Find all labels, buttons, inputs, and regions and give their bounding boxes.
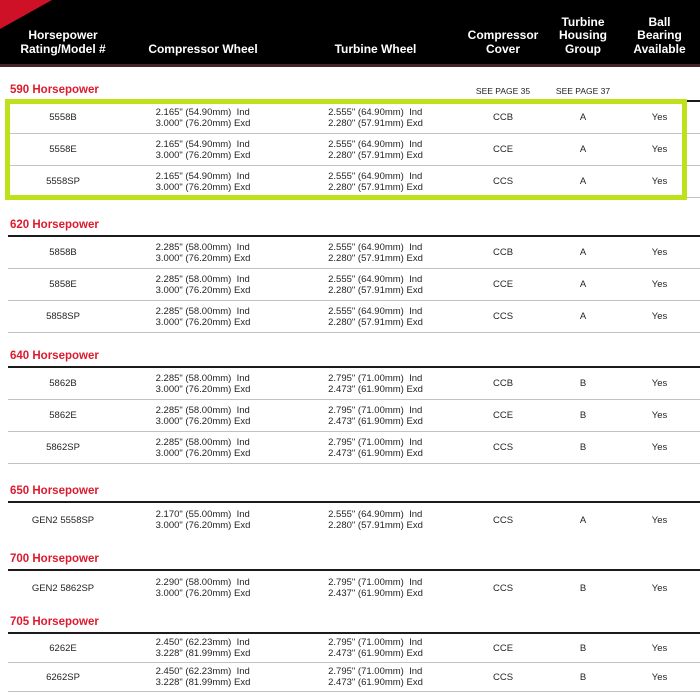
turbine-wheel-cell: 2.795" (71.00mm) Ind 2.437" (61.90mm) Exd <box>328 577 423 599</box>
turbine-wheel-cell: 2.795" (71.00mm) Ind 2.473" (61.90mm) Exd <box>328 404 423 427</box>
table-row <box>8 301 700 333</box>
table-header-bar <box>0 0 700 67</box>
column-header-model <box>8 29 118 64</box>
table-row <box>8 400 700 432</box>
compressor-wheel-cell: 2.450" (62.23mm) Ind 3.228" (81.99mm) Exd <box>155 637 251 659</box>
compressor-wheel-cell: 2.165" (54.90mm) Ind 3.000" (76.20mm) Exd <box>155 106 251 129</box>
compressor-wheel-cell: 2.290" (58.00mm) Ind 3.000" (76.20mm) Exd <box>155 577 251 599</box>
turbine-wheel-cell: 2.555" (64.90mm) Ind 2.280" (57.91mm) Exd <box>328 106 423 129</box>
model-number: 5862B <box>49 378 77 389</box>
section-title: 650 Horsepower <box>10 485 99 497</box>
turbine-wheel-cell: 2.555" (64.90mm) Ind 2.280" (57.91mm) Exd <box>328 241 423 264</box>
table-row <box>8 102 700 134</box>
model-number: GEN2 5558SP <box>31 514 95 526</box>
ball-bearing-cell: Yes <box>651 176 668 187</box>
section-650-horsepower <box>8 484 700 537</box>
ball-bearing-cell: Yes <box>651 378 668 389</box>
model-number: 5862SP <box>46 442 80 453</box>
model-number: 5558SP <box>46 176 80 187</box>
section-title: 705 Horsepower <box>10 616 99 628</box>
turbine-wheel-cell: 2.795" (71.00mm) Ind 2.473" (61.90mm) Exd <box>328 666 423 688</box>
model-number: 6262SP <box>46 671 80 683</box>
column-header-compressor-wheel: Compressor Wheel <box>148 41 258 56</box>
column-header-compressor-cover: Compressor Cover <box>467 28 539 56</box>
ball-bearing-cell: Yes <box>651 112 668 123</box>
ball-bearing-cell: Yes <box>651 671 668 683</box>
ball-bearing-cell: Yes <box>651 442 668 453</box>
compressor-wheel-cell: 2.285" (58.00mm) Ind 3.000" (76.20mm) Exd <box>155 273 251 296</box>
section-590-horsepower <box>8 83 700 198</box>
turbine-wheel-cell: 2.795" (71.00mm) Ind 2.473" (61.90mm) Exd <box>328 436 423 459</box>
turbine-housing-group-cell: B <box>579 410 587 421</box>
compressor-cover-cell: CCB <box>492 247 514 258</box>
table-row <box>8 571 700 605</box>
ball-bearing-cell: Yes <box>651 410 668 421</box>
model-number: 6262E <box>49 642 77 654</box>
section-title: 640 Horsepower <box>10 350 99 362</box>
compressor-wheel-cell: 2.285" (58.00mm) Ind 3.000" (76.20mm) Exd <box>155 372 251 395</box>
section-title: 700 Horsepower <box>10 553 99 565</box>
turbine-housing-group-cell: B <box>579 378 587 389</box>
table-row <box>8 134 700 166</box>
turbine-wheel-cell: 2.555" (64.90mm) Ind 2.280" (57.91mm) Exd <box>328 138 423 161</box>
section-title: 620 Horsepower <box>10 219 99 231</box>
model-number: 5862E <box>49 410 77 421</box>
turbine-wheel-cell: 2.795" (71.00mm) Ind 2.473" (61.90mm) Exd <box>328 372 423 395</box>
compressor-wheel-cell: 2.285" (58.00mm) Ind 3.000" (76.20mm) Exd <box>155 436 251 459</box>
turbine-housing-group-cell: A <box>579 144 587 155</box>
column-header-model-line1: Horsepower <box>28 28 98 42</box>
table-row <box>8 237 700 269</box>
compressor-wheel-cell: 2.285" (58.00mm) Ind 3.000" (76.20mm) Exd <box>155 241 251 264</box>
ball-bearing-cell: Yes <box>651 311 668 322</box>
model-number: GEN2 5862SP <box>31 582 95 594</box>
model-number: 5558E <box>49 144 77 155</box>
table-row <box>8 634 700 663</box>
table-row <box>8 663 700 692</box>
table-row <box>8 166 700 198</box>
compressor-cover-cell: CCS <box>492 514 514 526</box>
column-header-turbine-wheel: Turbine Wheel <box>334 41 417 56</box>
table-row <box>8 269 700 301</box>
compressor-cover-cell: CCE <box>492 642 514 654</box>
section-620-horsepower <box>8 218 700 333</box>
column-header-model-line2: Rating/Model # <box>20 41 106 56</box>
ball-bearing-cell: Yes <box>651 582 668 594</box>
turbine-housing-group-cell: B <box>579 582 587 594</box>
table-row <box>8 503 700 537</box>
column-header-ball-bearing: Ball Bearing Available <box>633 14 686 56</box>
turbine-housing-group-cell: A <box>579 112 587 123</box>
compressor-cover-cell: CCB <box>492 112 514 123</box>
turbine-housing-group-cell: A <box>579 279 587 290</box>
section-title: 590 Horsepower <box>10 84 99 96</box>
compressor-wheel-cell: 2.165" (54.90mm) Ind 3.000" (76.20mm) Exd <box>155 138 251 161</box>
see-page-note-compressor-cover: SEE PAGE 35 <box>475 86 531 96</box>
compressor-wheel-cell: 2.165" (54.90mm) Ind 3.000" (76.20mm) Exd <box>155 170 251 193</box>
model-number: 5858B <box>49 247 77 258</box>
compressor-wheel-cell: 2.285" (58.00mm) Ind 3.000" (76.20mm) Exd <box>155 305 251 328</box>
ball-bearing-cell: Yes <box>651 642 668 654</box>
model-number: 5858E <box>49 279 77 290</box>
turbine-housing-group-cell: A <box>579 311 587 322</box>
section-705-horsepower <box>8 615 700 692</box>
table-row <box>8 432 700 464</box>
compressor-cover-cell: CCE <box>492 279 514 290</box>
compressor-wheel-cell: 2.450" (62.23mm) Ind 3.228" (81.99mm) Exd <box>155 666 251 688</box>
turbine-wheel-cell: 2.555" (64.90mm) Ind 2.280" (57.91mm) Exd <box>328 305 423 328</box>
model-number: 5558B <box>49 112 77 123</box>
ball-bearing-cell: Yes <box>651 514 668 526</box>
turbine-wheel-cell: 2.555" (64.90mm) Ind 2.280" (57.91mm) Exd <box>328 170 423 193</box>
turbine-housing-group-cell: A <box>579 176 587 187</box>
section-640-horsepower <box>8 349 700 464</box>
compressor-cover-cell: CCS <box>492 176 514 187</box>
compressor-cover-cell: CCE <box>492 144 514 155</box>
compressor-cover-cell: CCS <box>492 442 514 453</box>
red-corner-accent <box>0 0 52 29</box>
compressor-wheel-cell: 2.285" (58.00mm) Ind 3.000" (76.20mm) Exd <box>155 404 251 427</box>
turbine-housing-group-cell: B <box>579 671 587 683</box>
turbine-housing-group-cell: B <box>579 642 587 654</box>
section-700-horsepower <box>8 552 700 605</box>
compressor-cover-cell: CCS <box>492 311 514 322</box>
column-header-turbine-housing-group: Turbine Housing Group <box>559 14 607 56</box>
compressor-wheel-cell: 2.170" (55.00mm) Ind 3.000" (76.20mm) Exd <box>155 509 251 531</box>
compressor-cover-cell: CCS <box>492 671 514 683</box>
turbine-wheel-cell: 2.555" (64.90mm) Ind 2.280" (57.91mm) Exd <box>328 273 423 296</box>
model-number: 5858SP <box>46 311 80 322</box>
table-row <box>8 368 700 400</box>
ball-bearing-cell: Yes <box>651 247 668 258</box>
spec-table-body <box>0 83 700 692</box>
turbine-housing-group-cell: A <box>579 514 587 526</box>
see-page-note-turbine-housing: SEE PAGE 37 <box>555 86 611 96</box>
turbine-housing-group-cell: B <box>579 442 587 453</box>
compressor-cover-cell: CCE <box>492 410 514 421</box>
ball-bearing-cell: Yes <box>651 144 668 155</box>
ball-bearing-cell: Yes <box>651 279 668 290</box>
turbine-wheel-cell: 2.795" (71.00mm) Ind 2.473" (61.90mm) Exd <box>328 637 423 659</box>
turbine-wheel-cell: 2.555" (64.90mm) Ind 2.280" (57.91mm) Exd <box>328 509 423 531</box>
compressor-cover-cell: CCS <box>492 582 514 594</box>
compressor-cover-cell: CCB <box>492 378 514 389</box>
turbine-housing-group-cell: A <box>579 247 587 258</box>
